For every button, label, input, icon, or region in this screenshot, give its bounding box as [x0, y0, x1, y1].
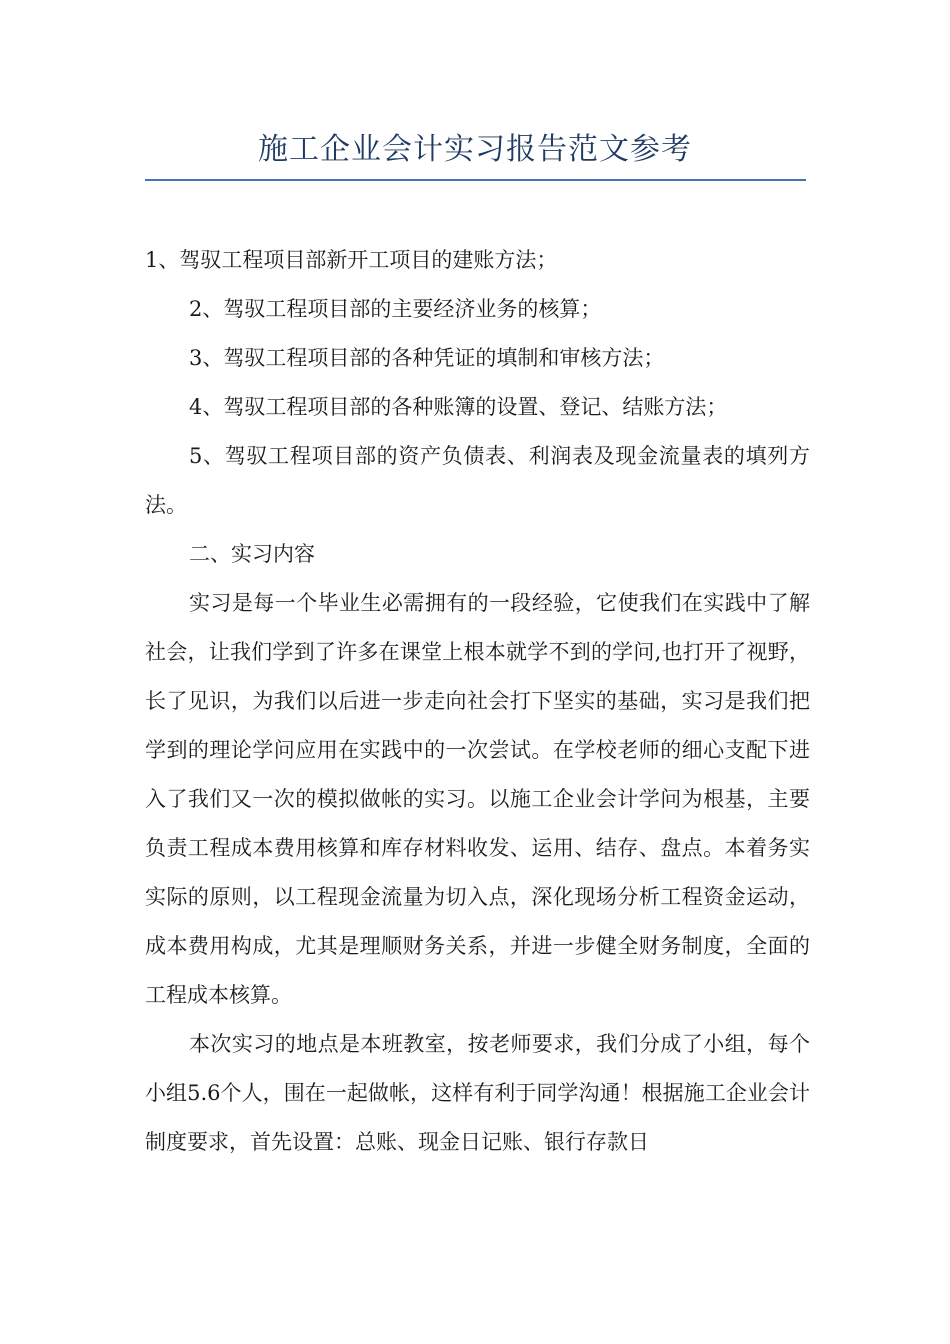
- paragraph-item-3: 3、驾驭工程项目部的各种凭证的填制和审核方法；: [189, 346, 665, 370]
- paragraph-item-4: 4、驾驭工程项目部的各种账簿的设置、登记、结账方法；: [189, 395, 728, 419]
- paragraph-item-1: 1、驾驭工程项目部新开工项目的建账方法；: [145, 248, 558, 272]
- document-body: [145, 236, 810, 1167]
- paragraph-item-2: 2、驾驭工程项目部的主要经济业务的核算；: [189, 297, 602, 321]
- paragraph-internship-location: 本次实习的地点是本班教室，按老师要求，我们分成了小组，每个小组5.6个人，围在一起做帐，这样有利于同学沟通！根据施工企业会计制度要求，首先设置：总账、现金日记账、银行存款日: [145, 1032, 810, 1154]
- document-title: 施工企业会计实习报告范文参考: [258, 132, 692, 167]
- section-heading-internship-content: 二、实习内容: [189, 542, 315, 566]
- title-underline: [145, 179, 806, 181]
- paragraph-internship-overview: 实习是每一个毕业生必需拥有的一段经验，它使我们在实践中了解社会，让我们学到了许多在课堂上根本就学不到的学问,也打开了视野，长了见识，为我们以后进一步走向社会打下坚实的基础，实习是我们把学到的理论学问应用在实践中的一次尝试。在学校老师的细心支配下进入了我们又一次的模拟做帐的实习。以施工企业会计学问为根基，主要负责工程成本费用核算和库存材料收发、运用、结存、盘点。本着务实实际的原则，以工程现金流量为切入点，深化现场分析工程资金运动，成本费用构成，尤其是理顺财务关系，并进一步健全财务制度，全面的工程成本核算。: [145, 591, 810, 1007]
- paragraph-item-5: 5、驾驭工程项目部的资产负债表、利润表及现金流量表的填列方法。: [145, 444, 810, 517]
